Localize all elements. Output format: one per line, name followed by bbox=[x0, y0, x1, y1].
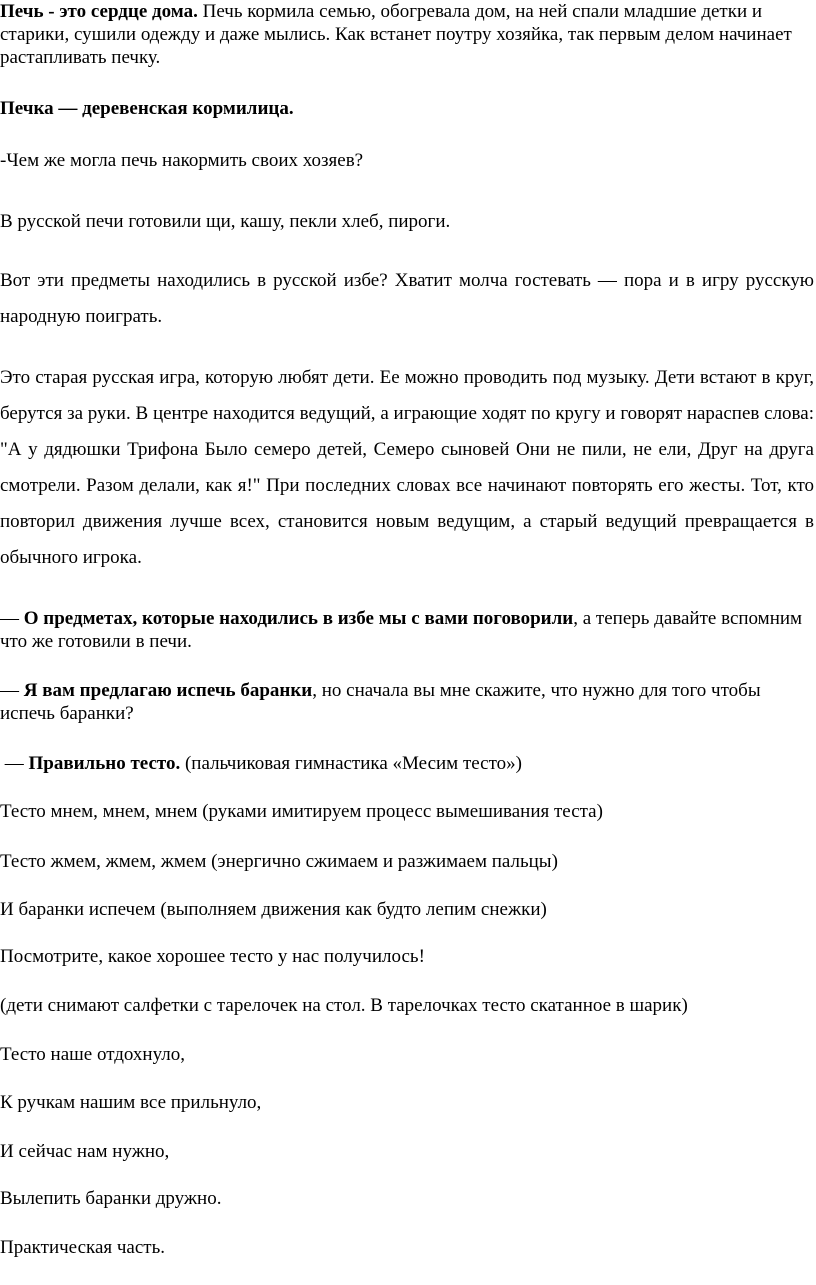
dash: — bbox=[0, 608, 24, 629]
paragraph-bagels bbox=[0, 679, 812, 725]
paragraph-heading bbox=[0, 97, 812, 120]
paragraph-objects bbox=[0, 607, 812, 653]
paragraph-napkins: (дети снимают салфетки с тарелочек на стол. В тарелочках тесто скатанное в шарик) bbox=[0, 995, 688, 1016]
paragraph-intro bbox=[0, 0, 812, 69]
poem-line-1: Тесто наше отдохнуло, bbox=[0, 1044, 185, 1065]
paragraph-practical: Практическая часть. bbox=[0, 1237, 166, 1258]
objects-bold: О предметах, которые находились в избе мы с вами поговорили bbox=[23, 608, 574, 629]
intro-text: Печь кормила семью, обогревала дом, на ней спали младшие детки и старики, сушили одежду и даже мылись. Как встанет поутру хозяйка, так первым делом начинает растапливать печку. bbox=[0, 1, 792, 68]
paragraph-press: Тесто жмем, жмем, жмем (энергично сжимаем и разжимаем пальцы) bbox=[0, 851, 558, 872]
section-heading: Печка — деревенская кормилица. bbox=[0, 98, 294, 119]
paragraph-bake: И баранки испечем (выполняем движения как будто лепим снежки) bbox=[0, 899, 547, 920]
paragraph-dishes: В русской печи готовили щи, кашу, пекли хлеб, пироги. bbox=[0, 211, 451, 232]
poem-line-4: Вылепить баранки дружно. bbox=[0, 1188, 222, 1209]
paragraph-look: Посмотрите, какое хорошее тесто у нас получилось! bbox=[0, 946, 425, 967]
dough-text: (пальчиковая гимнастика «Месим тесто») bbox=[180, 753, 522, 774]
paragraph-dough bbox=[0, 752, 812, 775]
bagels-text: , но сначала вы мне скажите, что нужно для того чтобы испечь баранки? bbox=[0, 680, 761, 724]
paragraph-game-intro: Вот эти предметы находились в русской избе? Хватит молча гостевать — пора и в игру русскую народную поиграть. bbox=[0, 270, 814, 327]
paragraph-knead: Тесто мнем, мнем, мнем (руками имитируем процесс вымешивания теста) bbox=[0, 801, 603, 822]
poem-line-2: К ручкам нашим все прильнуло, bbox=[0, 1092, 262, 1113]
paragraph-question: -Чем же могла печь накормить своих хозяев? bbox=[0, 150, 364, 171]
dough-bold: Правильно тесто. bbox=[28, 753, 181, 774]
paragraph-game-description: Это старая русская игра, которую любят дети. Ее можно проводить под музыку. Дети встают в круг, берутся за руки. В центре находится ведущий, а играющие ходят по кругу и говорят нараспев слова: "А у дядюшки Трифона Было семеро детей, Семеро сыновей Они не пили, не ели, Друг на друга смотрели. Разом делали, как я!" При последних словах все начинают повторять его жесты. Тот, кто повторил движения лучше всех, становится новым ведущим, а старый ведущий превращается в обычного игрока. bbox=[0, 367, 814, 568]
objects-text: , а теперь давайте вспомним что же готовили в печи. bbox=[0, 608, 803, 652]
intro-heading: Печь - это сердце дома. bbox=[0, 1, 198, 22]
dash: — bbox=[0, 753, 29, 774]
bagels-bold: Я вам предлагаю испечь баранки bbox=[23, 680, 313, 701]
dash: — bbox=[0, 680, 24, 701]
poem-line-3: И сейчас нам нужно, bbox=[0, 1141, 170, 1162]
